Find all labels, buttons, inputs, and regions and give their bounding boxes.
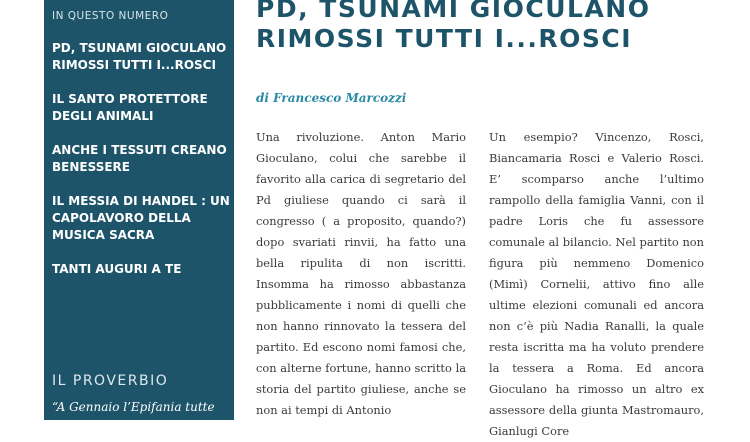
sidebar-item-pd-tsunami[interactable]: PD, TSUNAMI GIOCULANO RIMOSSI TUTTI I...ROSCI [52, 41, 227, 72]
proverb-heading: IL PROVERBIO [52, 373, 169, 389]
sidebar-item-tanti-auguri[interactable]: TANTI AUGURI A TE [52, 262, 182, 276]
sidebar-item-tessuti[interactable]: ANCHE I TESSUTI CREANO BENESSERE [52, 143, 227, 174]
sidebar-item-santo-protettore[interactable]: IL SANTO PROTETTORE DEGLI ANIMALI [52, 92, 208, 123]
proverb-text: “A Gennaio l’Epifania tutte [52, 400, 215, 414]
sidebar [44, 0, 234, 420]
sidebar-heading: IN QUESTO NUMERO [52, 10, 169, 22]
article-column-2: Un esempio? Vincenzo, Rosci, Biancamaria Rosci e Valerio Rosci. E’ scomparso anche l’ultimo rampollo della famiglia Vanni, con il padre Loris che fu assessore comunale al bilancio. Nel partito non figura più nemmeno Domenico (Mimì) Cornelii, attivo fino alle ultime elezioni comunali ed ancora non c’è più Nadia Ranalli, la quale resta iscritta ma ha voluto prendere la tessera a Roma. Ed ancora Gioculano ha rimosso un altro ex assessore della giunta Mastromauro, Gianlugi Core [489, 130, 704, 438]
article-title: PD, TSUNAMI GIOCULANO RIMOSSI TUTTI I...ROSCI [256, 0, 651, 53]
issue-contents-list [52, 40, 230, 295]
article-byline: di Francesco Marcozzi [256, 91, 407, 105]
article-column-1: Una rivoluzione. Anton Mario Gioculano, colui che sarebbe il favorito alla carica di segretario del Pd giuliese quando ci sarà il congresso ( a proposito, quando?) dopo svariati rinvii, ha fatto una bella ripulita di non iscritti. Insomma ha rimosso abbastanza pubblicamente i nomi di quelli che non hanno rinnovato la tessera del partito. Ed escono nomi famosi che, con alterne fortune, hanno scritto la storia del partito giuliese, anche se non ai tempi di Antonio [256, 130, 466, 417]
sidebar-item-messia-handel[interactable]: IL MESSIA DI HANDEL : UN CAPOLAVORO DELLA MUSICA SACRA [52, 194, 230, 242]
